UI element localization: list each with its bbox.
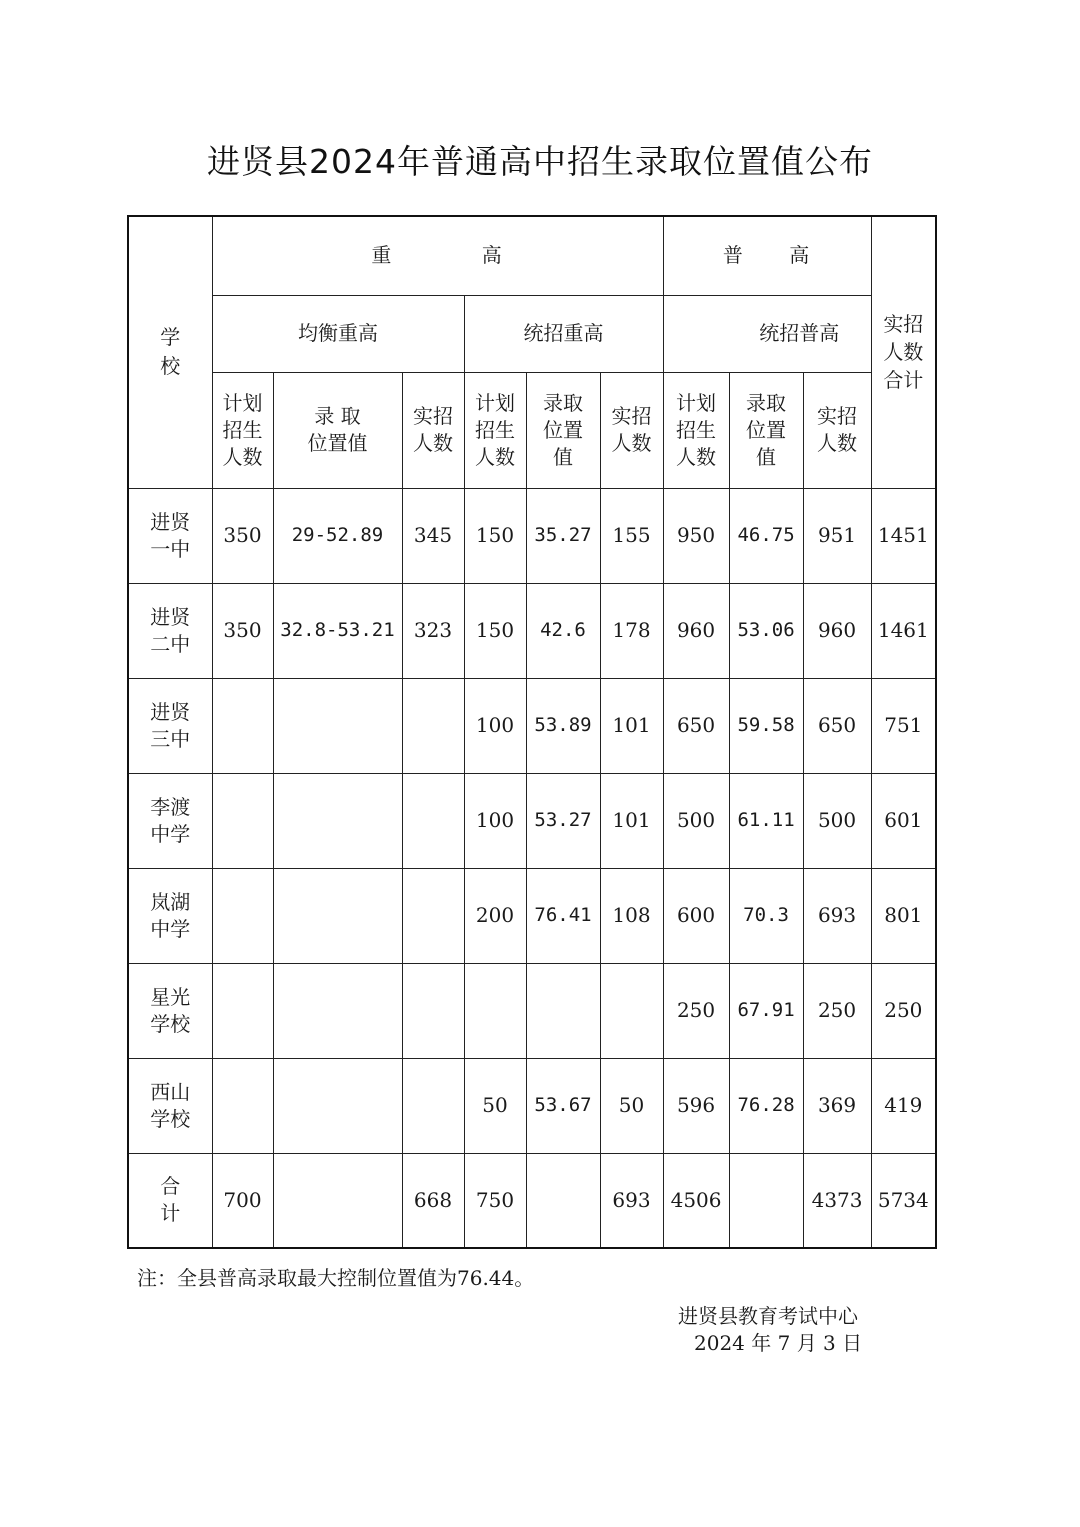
cell-jh-plan xyxy=(212,773,273,868)
header-actual-1: 实招人数 xyxy=(402,372,464,488)
school-name: 李渡中学 xyxy=(128,773,212,868)
school-name: 星光学校 xyxy=(128,963,212,1058)
cell-pg-plan: 596 xyxy=(663,1058,729,1153)
cell-tz-pos: 53.89 xyxy=(526,678,600,773)
header-tongzhao-zhonggao: 统招重高 xyxy=(464,295,663,372)
cell-tz-act xyxy=(600,963,663,1058)
cell-pg-act: 250 xyxy=(803,963,871,1058)
cell-pg-act: 650 xyxy=(803,678,871,773)
cell-jh-act xyxy=(402,678,464,773)
cell-jh-act xyxy=(402,963,464,1058)
table-row xyxy=(128,868,936,963)
cell-pg-act: 369 xyxy=(803,1058,871,1153)
header-pugao: 普 高 xyxy=(663,216,871,295)
table-row xyxy=(128,1153,936,1248)
cell-tz-pos: 53.67 xyxy=(526,1058,600,1153)
header-plan-1: 计划招生人数 xyxy=(212,372,273,488)
header-plan-2: 计划招生人数 xyxy=(464,372,526,488)
admission-table xyxy=(127,215,935,1249)
cell-tz-plan: 150 xyxy=(464,488,526,583)
cell-pg-act: 951 xyxy=(803,488,871,583)
cell-jh-act xyxy=(402,868,464,963)
cell-pg-plan: 250 xyxy=(663,963,729,1058)
cell-pg-plan: 600 xyxy=(663,868,729,963)
cell-tz-pos xyxy=(526,1153,600,1248)
cell-pg-plan: 950 xyxy=(663,488,729,583)
cell-tz-act: 178 xyxy=(600,583,663,678)
cell-tz-plan: 100 xyxy=(464,773,526,868)
header-actual-total: 实招人数合计 xyxy=(871,216,936,488)
cell-tz-plan xyxy=(464,963,526,1058)
header-actual-3: 实招人数 xyxy=(803,372,871,488)
table-row xyxy=(128,773,936,868)
cell-jh-pos xyxy=(273,1153,402,1248)
cell-jh-plan: 350 xyxy=(212,488,273,583)
cell-jh-plan xyxy=(212,1058,273,1153)
cell-tz-act: 101 xyxy=(600,773,663,868)
issue-date: 2024 年 7 月 3 日 xyxy=(694,1331,863,1355)
cell-pg-pos: 59.58 xyxy=(729,678,803,773)
cell-jh-plan: 700 xyxy=(212,1153,273,1248)
cell-tz-plan: 50 xyxy=(464,1058,526,1153)
cell-tz-act: 155 xyxy=(600,488,663,583)
cell-pg-pos: 53.06 xyxy=(729,583,803,678)
header-position-2: 录取位置值 xyxy=(526,372,600,488)
header-plan-3: 计划招生人数 xyxy=(663,372,729,488)
header-position-1: 录 取 位置值 xyxy=(273,372,402,488)
cell-jh-pos xyxy=(273,963,402,1058)
cell-tz-pos: 35.27 xyxy=(526,488,600,583)
cell-jh-act xyxy=(402,1058,464,1153)
cell-jh-pos xyxy=(273,868,402,963)
cell-total: 751 xyxy=(871,678,936,773)
cell-tz-pos xyxy=(526,963,600,1058)
cell-jh-pos: 32.8-53.21 xyxy=(273,583,402,678)
cell-pg-pos: 70.3 xyxy=(729,868,803,963)
table-row xyxy=(128,583,936,678)
cell-tz-act: 101 xyxy=(600,678,663,773)
cell-tz-pos: 53.27 xyxy=(526,773,600,868)
header-junheng: 均衡重高 xyxy=(212,295,464,372)
cell-pg-pos: 76.28 xyxy=(729,1058,803,1153)
cell-total: 601 xyxy=(871,773,936,868)
cell-pg-plan: 4506 xyxy=(663,1153,729,1248)
cell-jh-act: 668 xyxy=(402,1153,464,1248)
cell-pg-pos: 67.91 xyxy=(729,963,803,1058)
school-name: 进贤一中 xyxy=(128,488,212,583)
header-position-3: 录取位置值 xyxy=(729,372,803,488)
school-name: 进贤二中 xyxy=(128,583,212,678)
cell-pg-plan: 960 xyxy=(663,583,729,678)
document-title: 进贤县2024年普通高中招生录取位置值公布 xyxy=(207,142,873,181)
cell-pg-act: 500 xyxy=(803,773,871,868)
cell-pg-act: 960 xyxy=(803,583,871,678)
header-actual-2: 实招人数 xyxy=(600,372,663,488)
school-name: 岚湖中学 xyxy=(128,868,212,963)
table-row xyxy=(128,488,936,583)
cell-tz-pos: 76.41 xyxy=(526,868,600,963)
issuer: 进贤县教育考试中心 xyxy=(678,1304,858,1328)
cell-total: 419 xyxy=(871,1058,936,1153)
cell-tz-plan: 200 xyxy=(464,868,526,963)
cell-pg-act: 693 xyxy=(803,868,871,963)
cell-jh-pos xyxy=(273,678,402,773)
header-school: 学校 xyxy=(128,216,212,488)
cell-tz-act: 693 xyxy=(600,1153,663,1248)
cell-pg-pos: 61.11 xyxy=(729,773,803,868)
cell-tz-act: 108 xyxy=(600,868,663,963)
cell-pg-plan: 500 xyxy=(663,773,729,868)
footnote: 注：全县普高录取最大控制位置值为76.44。 xyxy=(137,1266,535,1290)
cell-jh-plan: 350 xyxy=(212,583,273,678)
cell-jh-pos xyxy=(273,773,402,868)
cell-tz-pos: 42.6 xyxy=(526,583,600,678)
table-row xyxy=(128,678,936,773)
cell-tz-plan: 150 xyxy=(464,583,526,678)
table-row xyxy=(128,1058,936,1153)
cell-jh-plan xyxy=(212,868,273,963)
cell-tz-act: 50 xyxy=(600,1058,663,1153)
table-row xyxy=(128,963,936,1058)
cell-jh-plan xyxy=(212,963,273,1058)
cell-total: 250 xyxy=(871,963,936,1058)
cell-total: 801 xyxy=(871,868,936,963)
cell-total: 1451 xyxy=(871,488,936,583)
cell-jh-act: 323 xyxy=(402,583,464,678)
school-name: 合 计 xyxy=(128,1153,212,1248)
cell-jh-pos: 29-52.89 xyxy=(273,488,402,583)
cell-pg-pos xyxy=(729,1153,803,1248)
cell-pg-act: 4373 xyxy=(803,1153,871,1248)
header-tongzhao-pugao: 统招普高 xyxy=(663,295,936,372)
cell-jh-pos xyxy=(273,1058,402,1153)
cell-pg-plan: 650 xyxy=(663,678,729,773)
cell-tz-plan: 100 xyxy=(464,678,526,773)
school-name: 进贤三中 xyxy=(128,678,212,773)
cell-jh-act: 345 xyxy=(402,488,464,583)
cell-pg-pos: 46.75 xyxy=(729,488,803,583)
cell-tz-plan: 750 xyxy=(464,1153,526,1248)
cell-jh-act xyxy=(402,773,464,868)
school-name: 西山学校 xyxy=(128,1058,212,1153)
cell-jh-plan xyxy=(212,678,273,773)
cell-total: 5734 xyxy=(871,1153,936,1248)
header-zhonggao: 重 高 xyxy=(212,216,663,295)
cell-total: 1461 xyxy=(871,583,936,678)
